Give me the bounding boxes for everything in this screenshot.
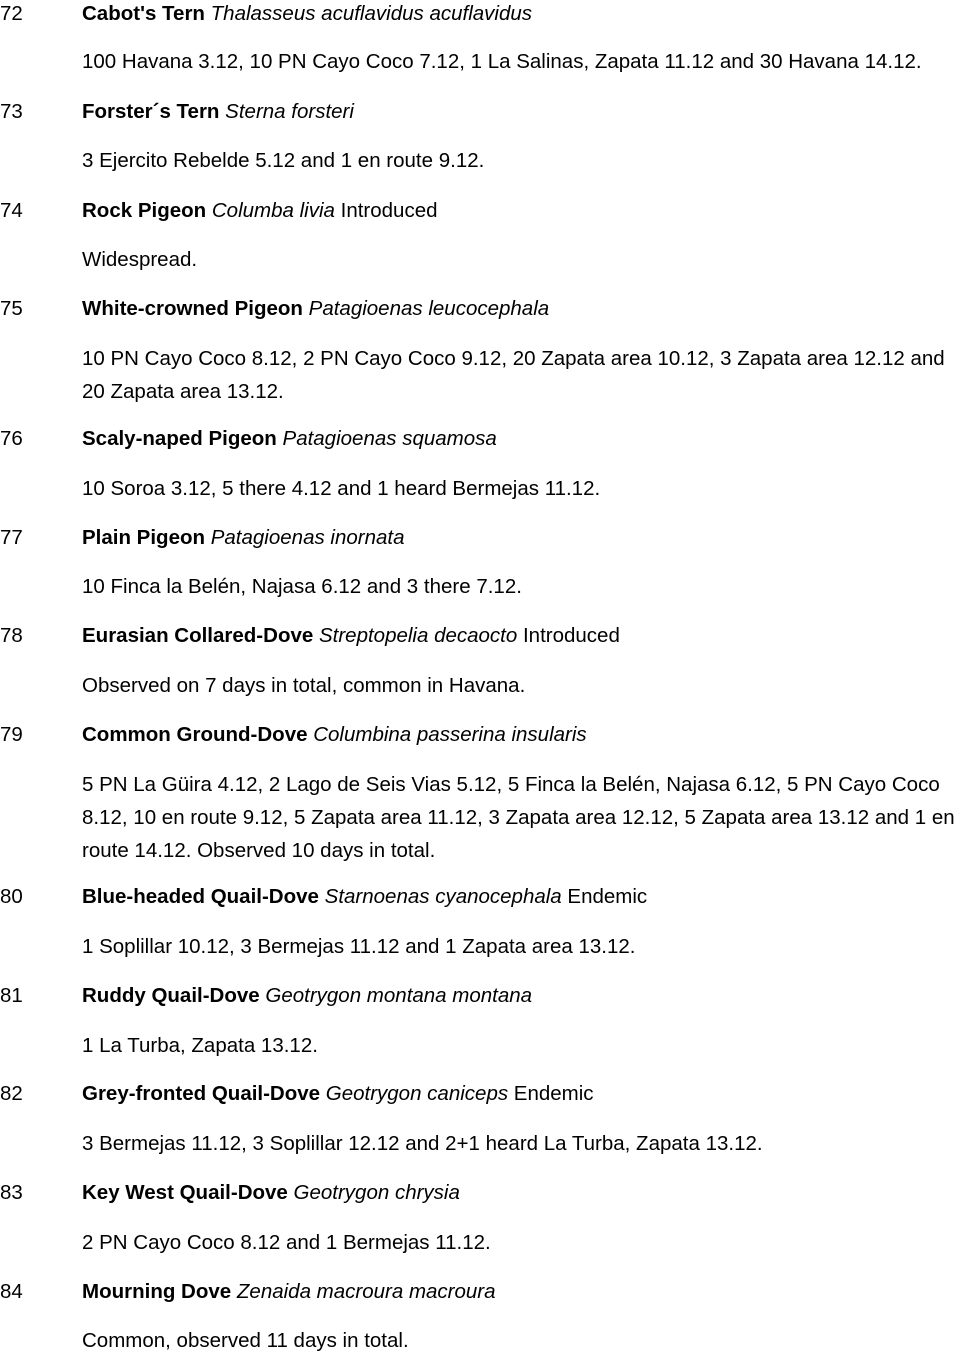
- species-scientific-name: Patagioenas inornata: [210, 526, 405, 549]
- species-observations: 3 Ejercito Rebelde 5.12 and 1 en route 9.12.: [82, 149, 485, 172]
- species-observations: 2 PN Cayo Coco 8.12 and 1 Bermejas 11.12.: [82, 1231, 491, 1254]
- species-common-name: Common Ground-Dove: [82, 723, 308, 746]
- species-status: Endemic: [513, 1082, 594, 1105]
- species-observations: 10 Finca la Belén, Najasa 6.12 and 3 there 7.12.: [82, 575, 522, 598]
- species-observations: 5 PN La Güira 4.12, 2 Lago de Seis Vias 5.12, 5 Finca la Belén, Najasa 6.12, 5 PN Cayo Coco 8.12, 10 en route 9.12, 5 Zapata area 11.12, 3 Zapata area 12.12, 5 Zapata area 13.12 and 1 en route 14.12. Observed 10 days in total.: [82, 773, 955, 862]
- species-number: 83: [0, 1181, 23, 1204]
- species-scientific-name: Starnoenas cyanocephala: [324, 885, 562, 908]
- species-observations: 100 Havana 3.12, 10 PN Cayo Coco 7.12, 1 La Salinas, Zapata 11.12 and 30 Havana 14.12.: [82, 50, 922, 73]
- species-scientific-name: Geotrygon chrysia: [293, 1181, 460, 1204]
- species-common-name: Blue-headed Quail-Dove: [82, 885, 319, 908]
- species-status: Introduced: [522, 624, 620, 647]
- species-number: 79: [0, 723, 23, 746]
- species-common-name: White-crowned Pigeon: [82, 297, 303, 320]
- species-common-name: Grey-fronted Quail-Dove: [82, 1082, 321, 1105]
- species-scientific-name: Columbina passerina insularis: [313, 723, 587, 746]
- species-number: 76: [0, 427, 23, 450]
- species-scientific-name: Patagioenas leucocephala: [308, 297, 550, 320]
- species-common-name: Plain Pigeon: [82, 526, 206, 549]
- species-number: 80: [0, 885, 23, 908]
- species-common-name: Key West Quail-Dove: [82, 1181, 288, 1204]
- species-scientific-name: Streptopelia decaocto: [318, 624, 518, 647]
- species-scientific-name: Geotrygon montana montana: [265, 984, 533, 1007]
- species-common-name: Ruddy Quail-Dove: [82, 984, 260, 1007]
- species-status: Introduced: [340, 199, 438, 222]
- species-number: 73: [0, 100, 23, 123]
- species-observations: Widespread.: [82, 248, 198, 271]
- species-number: 81: [0, 984, 23, 1007]
- species-number: 78: [0, 624, 23, 647]
- species-observations: 1 La Turba, Zapata 13.12.: [82, 1034, 318, 1057]
- species-status: Endemic: [567, 885, 648, 908]
- species-observations: 10 Soroa 3.12, 5 there 4.12 and 1 heard Bermejas 11.12.: [82, 477, 601, 500]
- species-common-name: Rock Pigeon: [82, 199, 207, 222]
- species-scientific-name: Geotrygon caniceps: [325, 1082, 509, 1105]
- species-observations: Observed on 7 days in total, common in Havana.: [82, 674, 526, 697]
- species-common-name: Cabot's Tern: [82, 2, 205, 25]
- species-number: 84: [0, 1280, 23, 1303]
- species-scientific-name: Columba livia: [211, 199, 335, 222]
- species-observations: 1 Soplillar 10.12, 3 Bermejas 11.12 and 1 Zapata area 13.12.: [82, 935, 636, 958]
- species-common-name: Scaly-naped Pigeon: [82, 427, 277, 450]
- species-number: 74: [0, 199, 23, 222]
- species-number: 77: [0, 526, 23, 549]
- species-scientific-name: Sterna forsteri: [225, 100, 354, 123]
- species-scientific-name: Patagioenas squamosa: [282, 427, 497, 450]
- species-scientific-name: Zenaida macroura macroura: [236, 1280, 496, 1303]
- species-observations: 3 Bermejas 11.12, 3 Soplillar 12.12 and 2+1 heard La Turba, Zapata 13.12.: [82, 1132, 763, 1155]
- species-observations: Common, observed 11 days in total.: [82, 1329, 409, 1352]
- species-number: 82: [0, 1082, 23, 1105]
- species-common-name: Eurasian Collared-Dove: [82, 624, 314, 647]
- species-number: 75: [0, 297, 23, 320]
- species-common-name: Forster´s Tern: [82, 100, 220, 123]
- species-number: 72: [0, 2, 23, 25]
- species-observations: 10 PN Cayo Coco 8.12, 2 PN Cayo Coco 9.12, 20 Zapata area 10.12, 3 Zapata area 12.12 and 20 Zapata area 13.12.: [82, 347, 945, 403]
- species-scientific-name: Thalasseus acuflavidus acuflavidus: [210, 2, 532, 25]
- species-common-name: Mourning Dove: [82, 1280, 232, 1303]
